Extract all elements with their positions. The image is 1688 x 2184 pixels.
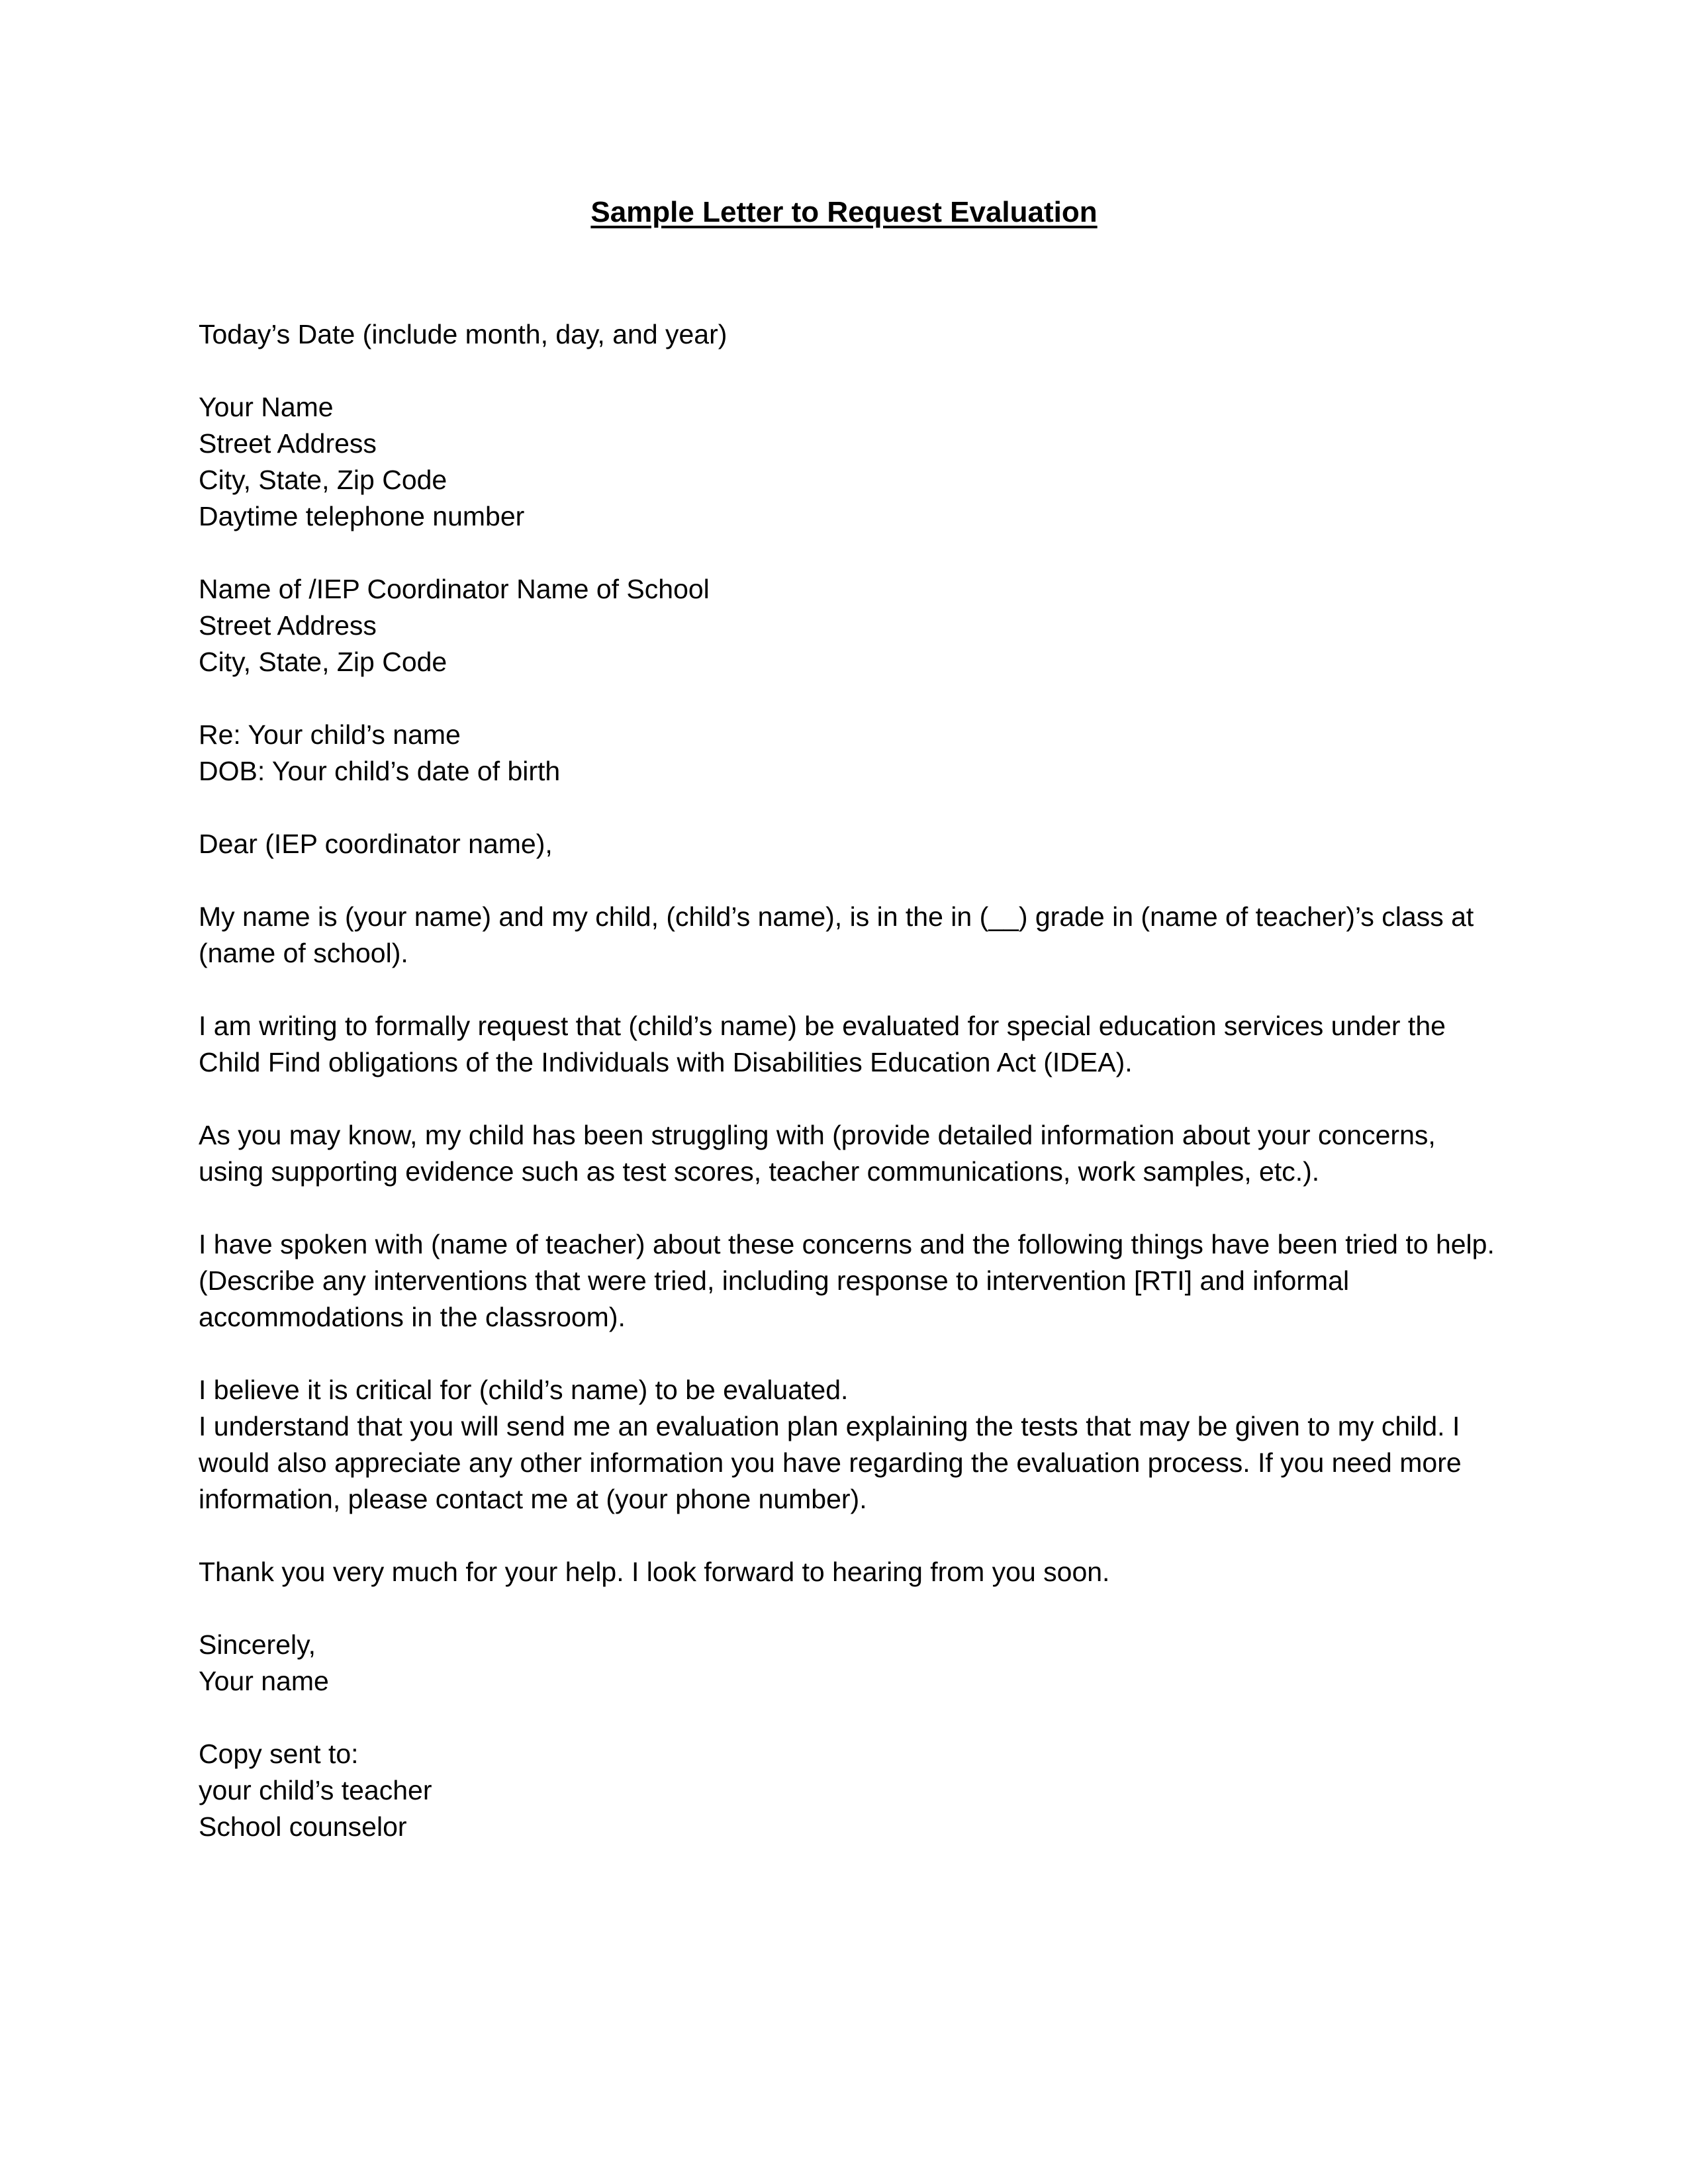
recipient-city: City, State, Zip Code (199, 647, 447, 677)
paragraph-interventions: I have spoken with (name of teacher) about these concerns and the following things have been tried to help. (Describe any interventions that were tried, including response to intervention [RTI] and informal accommodations in the classroom). (199, 1229, 1503, 1332)
recipient-street: Street Address (199, 610, 377, 641)
sender-name: Your Name (199, 392, 334, 422)
document-title: Sample Letter to Request Evaluation (590, 196, 1098, 228)
sender-block (199, 389, 1496, 535)
paragraph-concerns: As you may know, my child has been struggling with (provide detailed information about your concerns, using supporting evidence such as test scores, teacher communications, work samples, etc.). (199, 1120, 1444, 1187)
copy-counselor: School counselor (199, 1811, 407, 1842)
copies-block (199, 1736, 1496, 1845)
letter-body (199, 316, 1503, 1845)
copies-heading: Copy sent to: (199, 1739, 359, 1769)
date-line: Today’s Date (include month, day, and year) (199, 319, 727, 349)
paragraph-request: I am writing to formally request that (child’s name) be evaluated for special education services under the Child Find obligations of the Individuals with Disabilities Education Act (IDEA). (199, 1011, 1454, 1077)
sender-city: City, State, Zip Code (199, 465, 447, 495)
re-line: Re: Your child’s name (199, 719, 461, 750)
thanks-line: Thank you very much for your help. I look forward to hearing from you soon. (199, 1557, 1110, 1587)
re-block (199, 717, 1496, 790)
sender-phone: Daytime telephone number (199, 501, 525, 531)
sender-street: Street Address (199, 428, 377, 459)
paragraph-understand: I understand that you will send me an evaluation plan explaining the tests that may be given to my child. I would also appreciate any other information you have regarding the evaluation process. If you need more information, please contact me at (your phone number). (199, 1411, 1470, 1514)
closing-name: Your name (199, 1666, 329, 1696)
critical-line: I believe it is critical for (child’s name) to be evaluated. (199, 1375, 849, 1405)
salutation: Dear (IEP coordinator name), (199, 829, 553, 859)
closing-block (199, 1627, 1496, 1700)
dob-line: DOB: Your child’s date of birth (199, 756, 561, 786)
recipient-name: Name of /IEP Coordinator Name of School (199, 574, 710, 604)
copy-teacher: your child’s teacher (199, 1775, 432, 1805)
closing-sincerely: Sincerely, (199, 1629, 316, 1660)
paragraph-intro: My name is (your name) and my child, (child’s name), is in the in (__) grade in (name of teacher)’s class at (name of school). (199, 901, 1481, 968)
recipient-block (199, 571, 1496, 680)
